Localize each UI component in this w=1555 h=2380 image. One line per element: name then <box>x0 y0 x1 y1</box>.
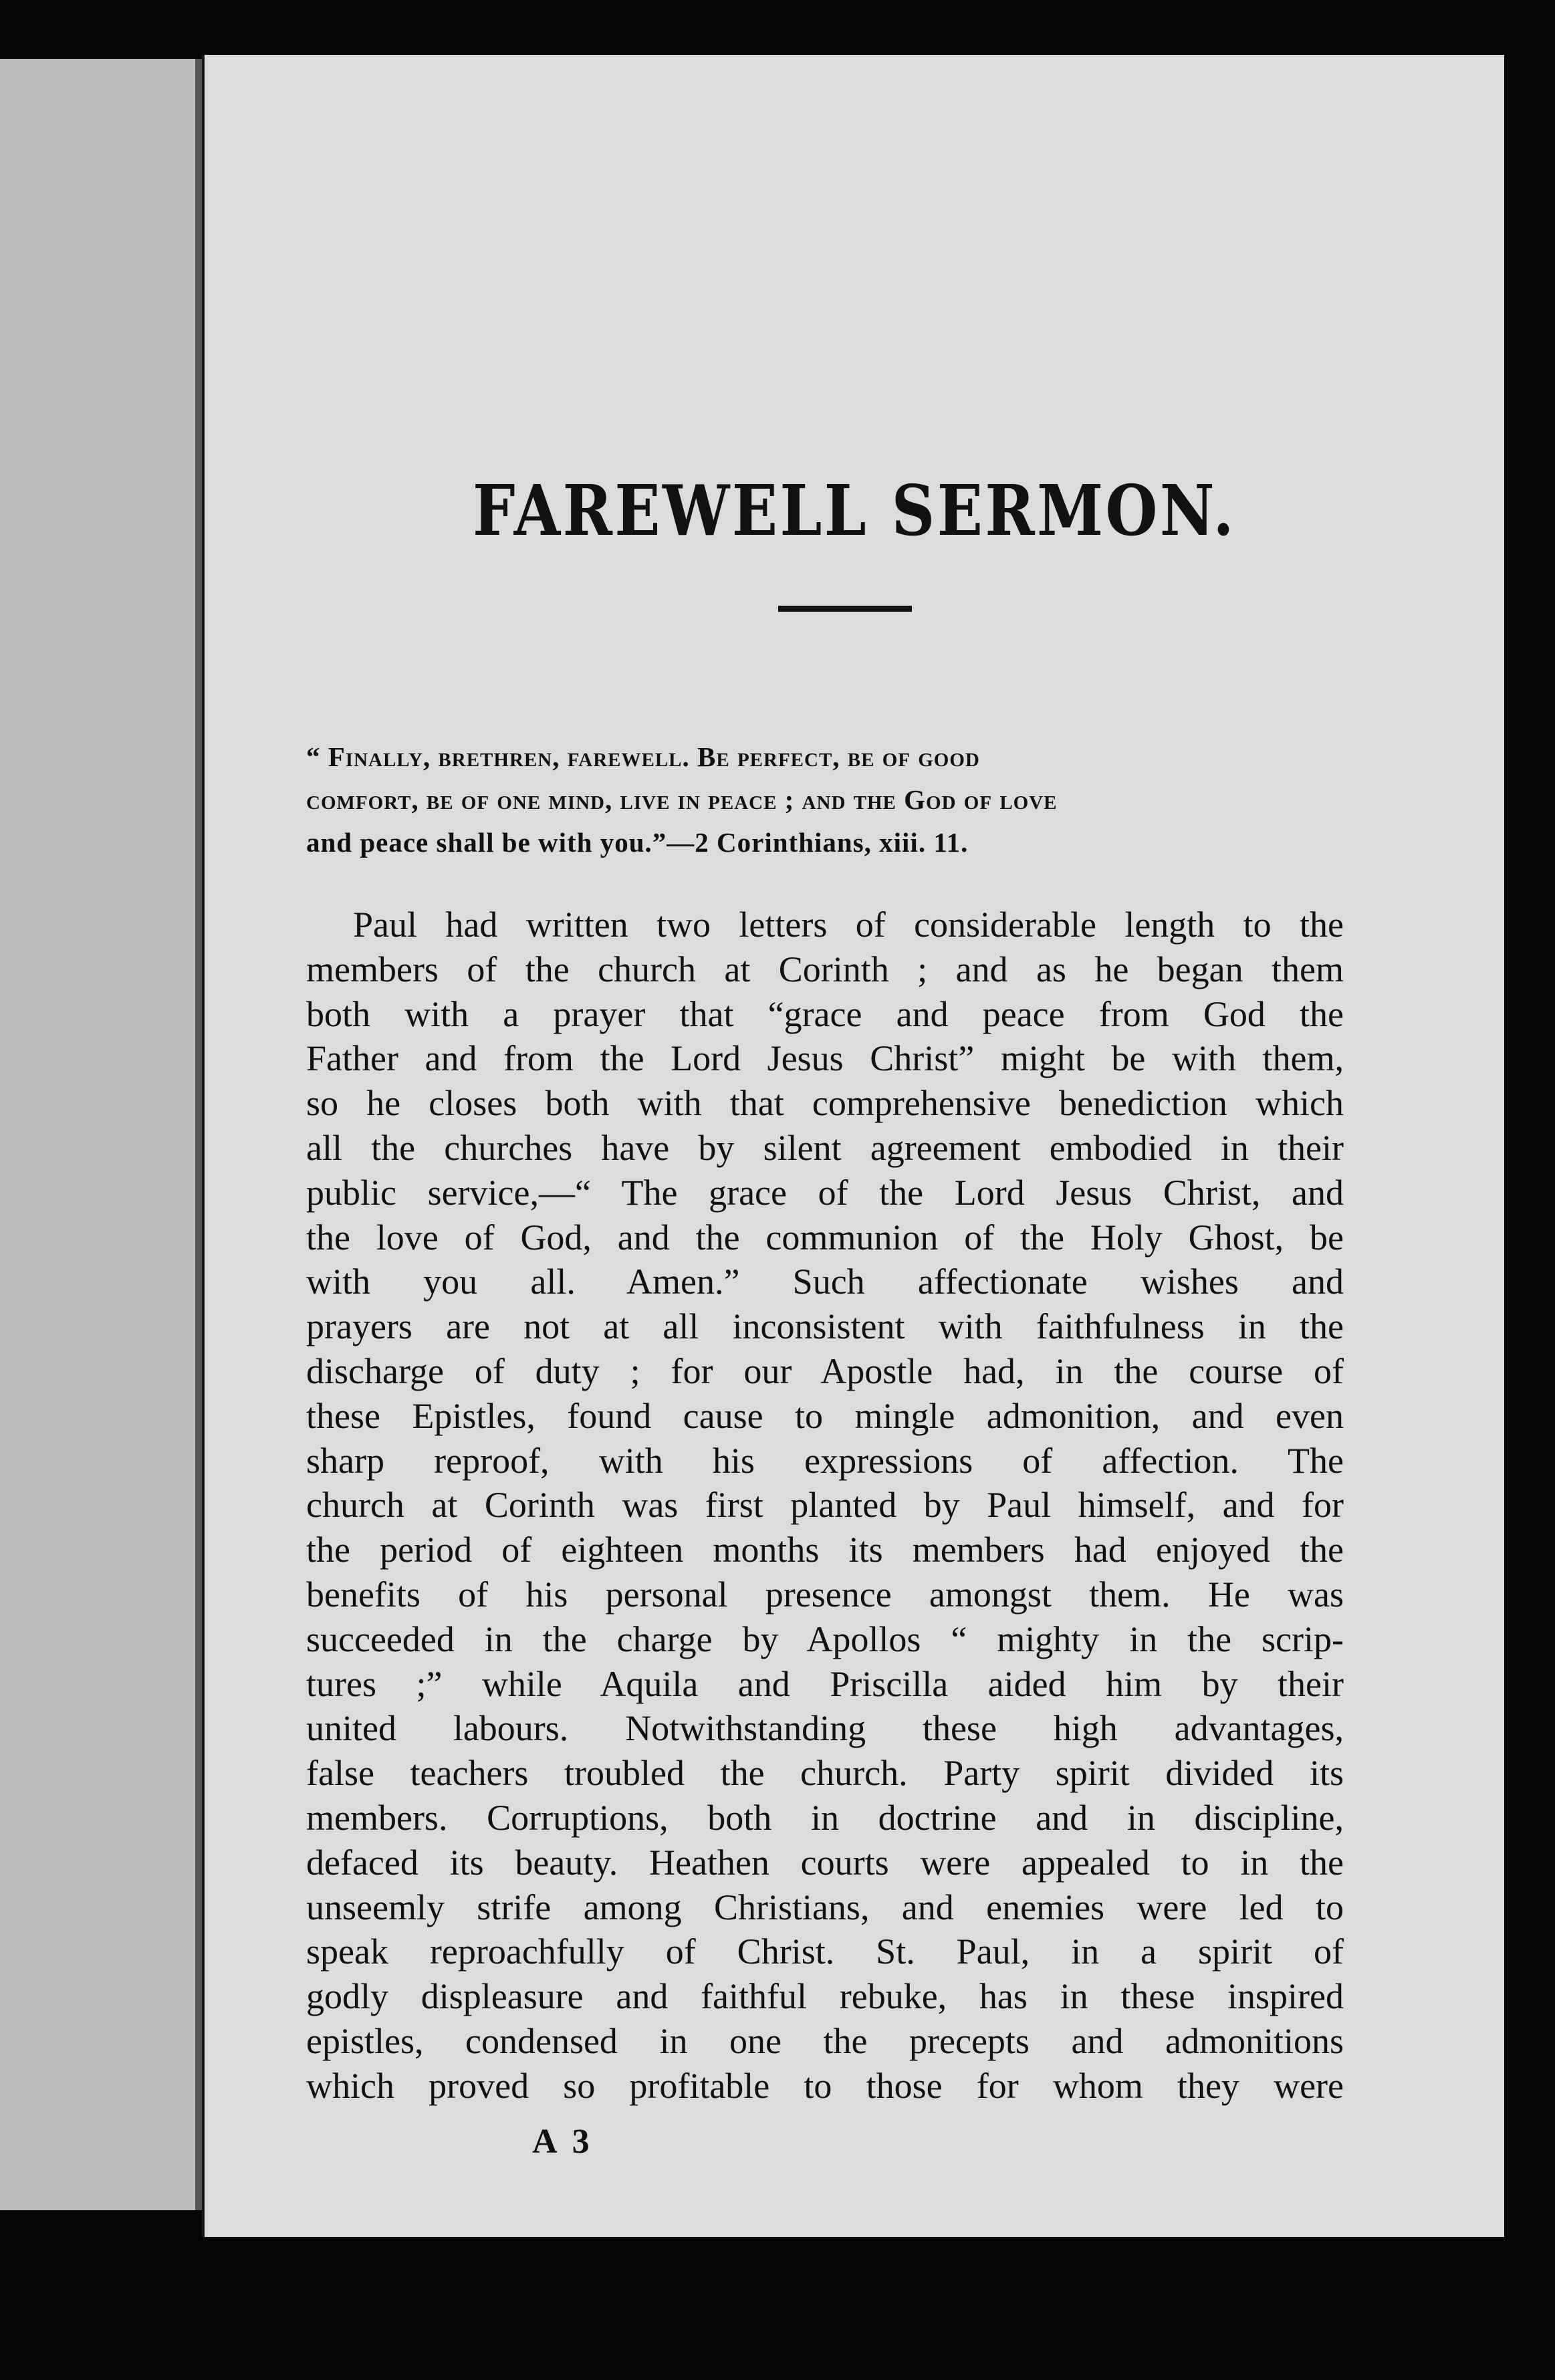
body-line: defaced its beauty. Heathen courts were appealed to in the <box>306 1842 1344 1883</box>
body-line: sharp reproof, with his expressions of affection. The <box>306 1440 1344 1481</box>
body-line: Father and from the Lord Jesus Christ” might be with them, <box>306 1038 1344 1079</box>
epigraph-line: “ Finally, brethren, farewell. Be perfect, be of good <box>306 741 980 772</box>
body-line: the love of God, and the communion of the Holy Ghost, be <box>306 1217 1344 1258</box>
sermon-body <box>306 903 1344 2109</box>
body-line: members of the church at Corinth ; and as he began them <box>306 949 1344 989</box>
body-line: the period of eighteen months its members had enjoyed the <box>306 1530 1344 1570</box>
body-line: unseemly strife among Christians, and enemies were led to <box>306 1887 1344 1927</box>
title-rule <box>778 606 912 612</box>
body-line: tures ;” while Aquila and Priscilla aided him by their <box>306 1663 1344 1704</box>
body-line: discharge of duty ; for our Apostle had, in the course of <box>306 1350 1344 1391</box>
body-line: prayers are not at all inconsistent with faithfulness in the <box>306 1306 1344 1347</box>
body-line: benefits of his personal presence amongst them. He was <box>306 1574 1344 1615</box>
body-line: public service,—“ The grace of the Lord Jesus Christ, and <box>306 1172 1344 1213</box>
epigraph-line: and peace shall be with you.”—2 Corinthians, xiii. 11. <box>306 827 969 858</box>
body-line: both with a prayer that “grace and peace from God the <box>306 993 1344 1034</box>
left-page-edge <box>0 59 202 2210</box>
body-line: Paul had written two letters of considerable length to the <box>353 905 1344 945</box>
body-line: members. Corruptions, both in doctrine and in discipline, <box>306 1797 1344 1838</box>
body-line: united labours. Notwithstanding these high advantages, <box>306 1708 1344 1749</box>
body-line: which proved so profitable to those for whom they were <box>306 2065 1344 2106</box>
body-line: these Epistles, found cause to mingle admonition, and even <box>306 1395 1344 1436</box>
body-line: godly displeasure and faithful rebuke, has in these inspired <box>306 1976 1344 2017</box>
body-line: speak reproachfully of Christ. St. Paul, in a spirit of <box>306 1931 1344 1972</box>
page-title: FAREWELL SERMON. <box>473 469 1236 552</box>
book-page <box>202 55 1504 2237</box>
body-line: all the churches have by silent agreement embodied in their <box>306 1127 1344 1168</box>
epigraph <box>306 735 1342 864</box>
body-line: with you all. Amen.” Such affectionate wishes and <box>306 1262 1344 1302</box>
body-line: succeeded in the charge by Apollos “ mighty in the scrip- <box>306 1619 1344 1659</box>
body-line: false teachers troubled the church. Party spirit divided its <box>306 1753 1344 1794</box>
epigraph-line: comfort, be of one mind, live in peace ; and the God of love <box>306 784 1058 815</box>
body-line: so he closes both with that comprehensive benediction which <box>306 1083 1344 1124</box>
body-line: epistles, condensed in one the precepts and admonitions <box>306 2020 1344 2061</box>
body-line: church at Corinth was first planted by Paul himself, and for <box>306 1485 1344 1526</box>
signature-mark: A 3 <box>532 2123 594 2161</box>
